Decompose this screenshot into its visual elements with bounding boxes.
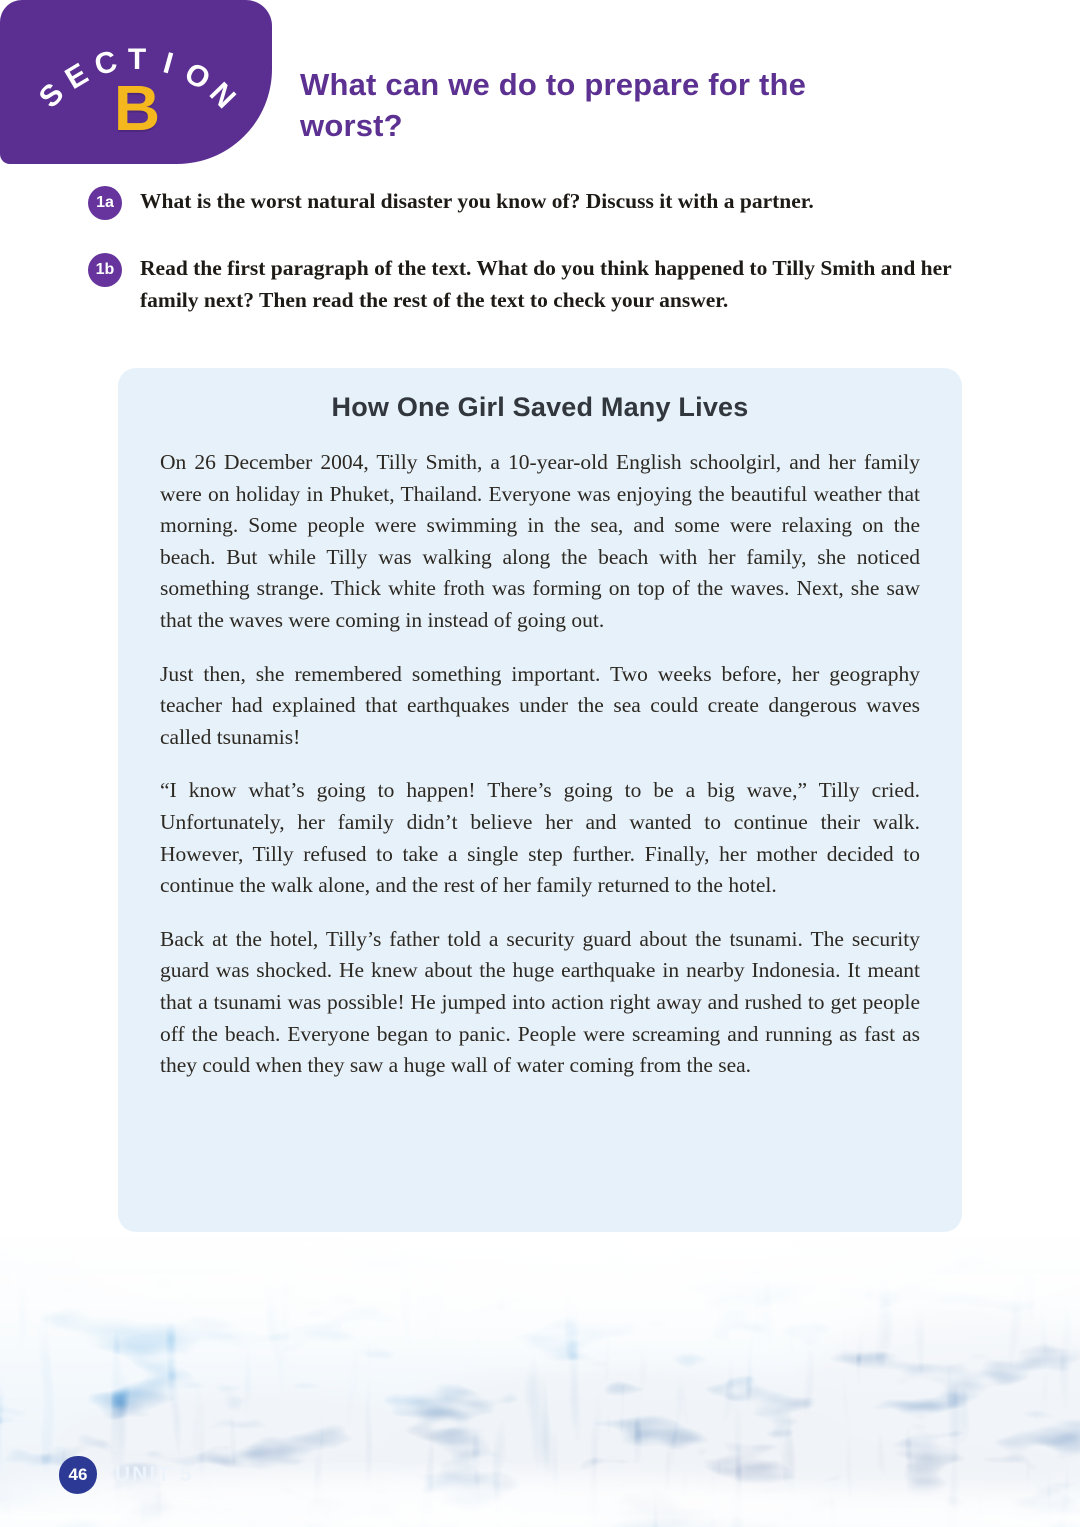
section-badge-label: S E C T I O N [32,43,242,115]
page-title: What can we do to prepare for the worst? [300,67,807,143]
passage-title: How One Girl Saved Many Lives [331,392,749,422]
section-badge [0,0,272,164]
task-1b-text: Read the first paragraph of the text. What do you think happened to Tilly Smith and her family next? Then read the rest of the text to check your answer. [140,256,952,312]
passage-paragraph: Back at the hotel, Tilly’s father told a security guard about the tsunami. The security guard was shocked. He knew about the huge earthquake in nearby Indonesia. It meant that a tsunami was possible! He jumped into action right away and rushed to get people off the beach. Everyone began to panic. People were screaming and running as fast as they could when they saw a huge wall of water coming from the sea. [160,926,920,1078]
passage-body [160,447,920,1082]
passage-paragraph: Just then, she remembered something important. Two weeks before, her geography teacher had explained that earthquakes under the sea could create dangerous waves called tsunamis! [160,661,920,749]
reading-passage [118,368,962,1232]
task-1a-text: What is the worst natural disaster you know of? Discuss it with a partner. [140,189,814,213]
page-footer [59,1456,194,1494]
section-badge-letter: B [113,72,161,144]
task-1a [88,185,954,220]
ocean-wave-photo [0,1237,1080,1527]
page-number-badge: 46 [59,1456,97,1494]
task-1b-badge: 1b [88,253,122,287]
passage-paragraph: On 26 December 2004, Tilly Smith, a 10-year-old English schoolgirl, and her family were on holiday in Phuket, Thailand. Everyone was enjoying the beautiful weather that morning. Some people were swimming in the sea, and some were relaxing on the beach. But while Tilly was walking along the beach with her family, she noticed something strange. Thick white froth was forming on top of the waves. Next, she saw that the waves were coming in instead of going out. [160,450,920,632]
task-1a-badge: 1a [88,186,122,220]
passage-paragraph: “I know what’s going to happen! There’s going to be a big wave,” Tilly cried. Unfortunately, her family didn’t believe her and wanted to continue their walk. However, Tilly refused to take a single step further. Finally, her mother decided to continue the walk alone, and the rest of her family returned to the hotel. [160,778,920,898]
unit-label: UNIT 5 [115,1463,194,1486]
task-1b [88,252,954,316]
